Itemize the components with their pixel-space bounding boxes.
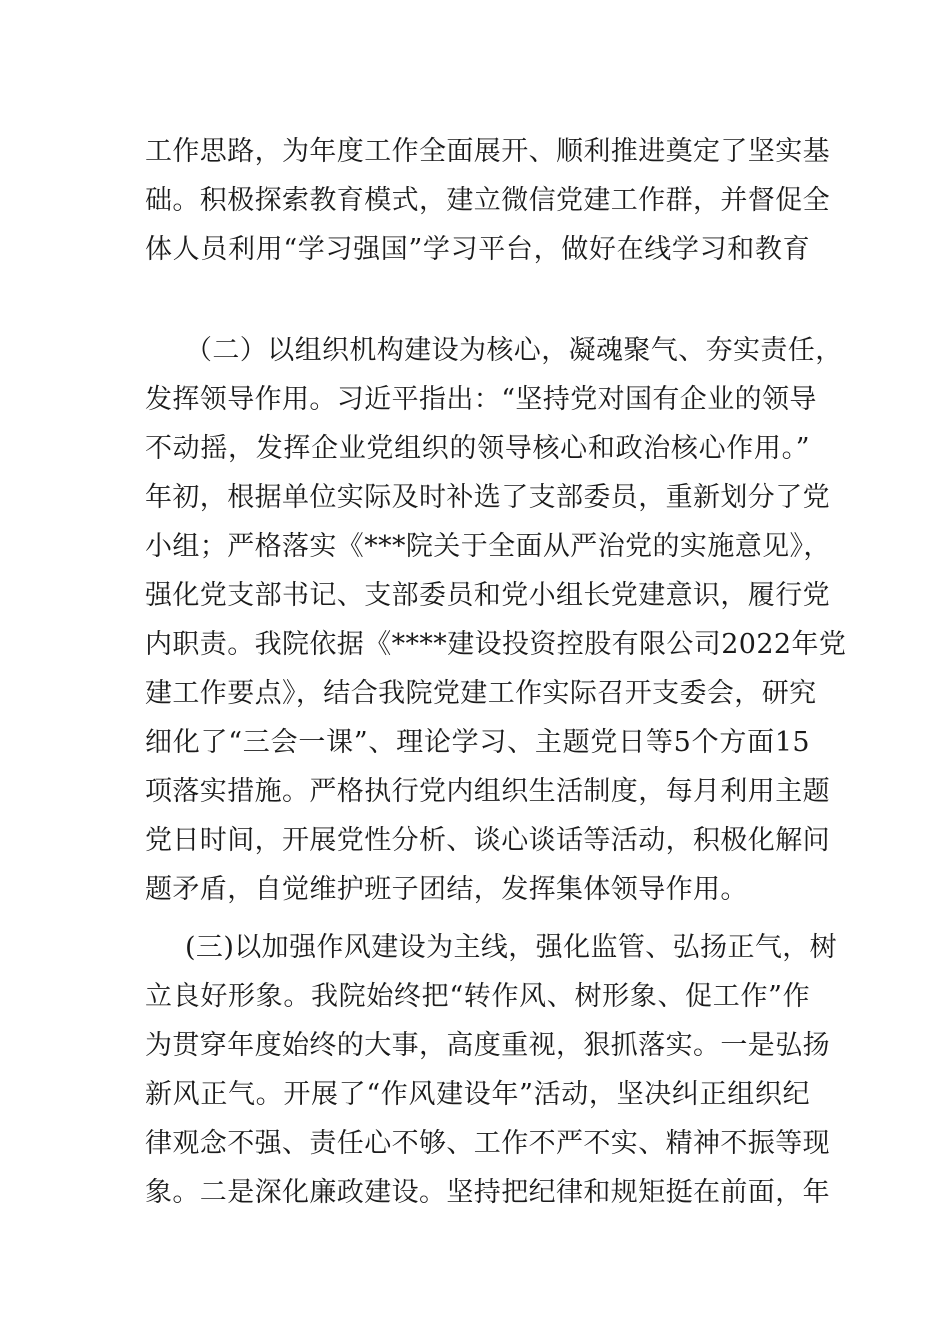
body-text-line: 律观念不强、责任心不够、工作不严不实、精神不振等现: [145, 1128, 830, 1159]
body-text-line: 为贯穿年度始终的大事，高度重视，狠抓落实。一是弘扬: [145, 1030, 830, 1061]
body-text-line: 立良好形象。我院始终把“转作风、树形象、促工作”作: [145, 981, 810, 1012]
body-text-line: 础。积极探索教育模式，建立微信党建工作群，并督促全: [145, 185, 830, 216]
body-text-line: 不动摇，发挥企业党组织的领导核心和政治核心作用。”: [145, 433, 810, 464]
body-text-line: 工作思路，为年度工作全面展开、顺利推进奠定了坚实基: [145, 136, 830, 167]
body-text-line: 体人员利用“学习强国”学习平台，做好在线学习和教育: [145, 234, 810, 265]
body-text-line: 象。二是深化廉政建设。坚持把纪律和规矩挺在前面，年: [145, 1177, 830, 1208]
body-text-line: 强化党支部书记、支部委员和党小组长党建意识，履行党: [145, 580, 830, 611]
body-text-line: 细化了“三会一课”、理论学习、主题党日等5个方面15: [145, 727, 810, 758]
body-text-line: 题矛盾，自觉维护班子团结，发挥集体领导作用。: [145, 874, 748, 905]
body-text-line: 内职责。我院依据《****建设投资控股有限公司2022年党: [145, 629, 847, 660]
section-heading-line: （二）以组织机构建设为核心，凝魂聚气、夯实责任，: [185, 335, 843, 366]
body-text-line: 新风正气。开展了“作风建设年”活动，坚决纠正组织纪: [145, 1079, 810, 1110]
body-text-line: 小组；严格落实《***院关于全面从严治党的实施意见》，: [145, 531, 831, 562]
section-heading-line: (三)以加强作风建设为主线，强化监管、弘扬正气，树: [185, 932, 838, 963]
body-text-line: 党日时间，开展党性分析、谈心谈话等活动，积极化解问: [145, 825, 830, 856]
body-text-line: 年初，根据单位实际及时补选了支部委员，重新划分了党: [145, 482, 830, 513]
body-text-line: 项落实措施。严格执行党内组织生活制度，每月利用主题: [145, 776, 830, 807]
body-text-line: 发挥领导作用。习近平指出：“坚持党对国有企业的领导: [145, 384, 817, 415]
body-text-line: 建工作要点》，结合我院党建工作实际召开支委会，研究: [145, 678, 817, 709]
